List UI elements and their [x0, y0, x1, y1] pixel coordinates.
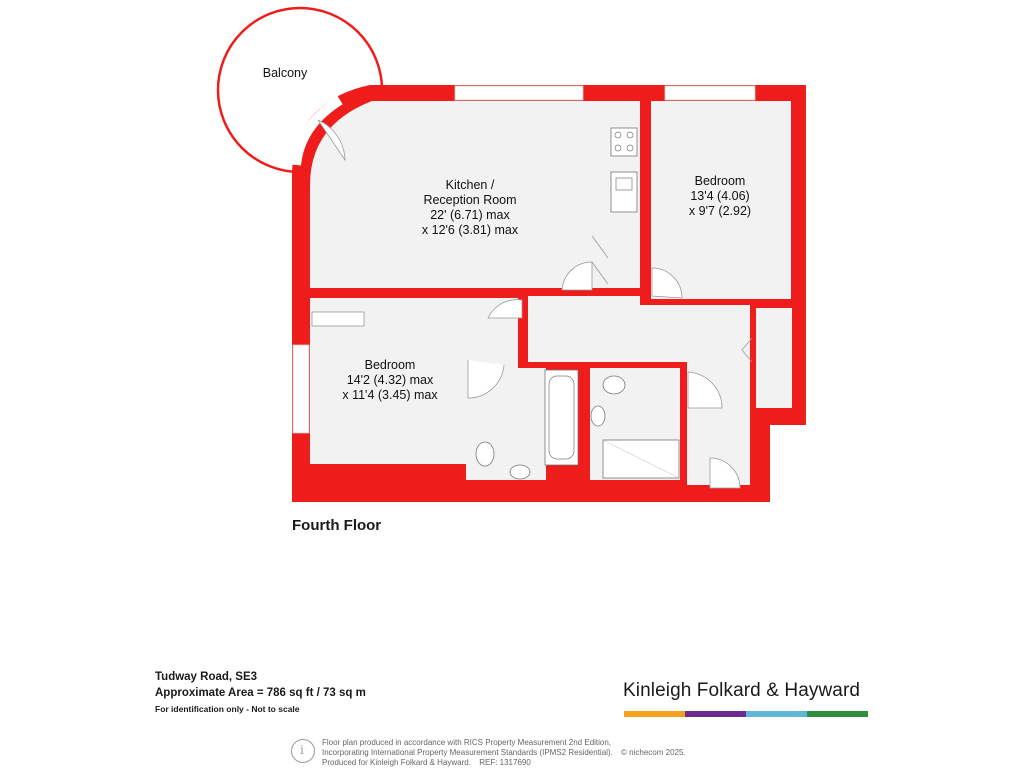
- brand-stripe: [624, 711, 868, 717]
- footer-line3: [322, 758, 531, 767]
- brand-logo-text: Kinleigh Folkard & Hayward: [623, 680, 861, 701]
- balcony-name: Balcony: [262, 66, 308, 80]
- footer-copyright: © nichecom 2025.: [621, 748, 686, 757]
- bedroom2-label: [320, 358, 460, 403]
- utility-cupboard-2: [598, 262, 638, 288]
- balcony-label: [240, 66, 330, 81]
- utility-cupboard: [598, 232, 638, 258]
- kitchen-label: [395, 178, 545, 238]
- kitchen-name-line2: Reception Room: [423, 193, 517, 207]
- stripe-green: [807, 711, 868, 717]
- cupboard-floor: [756, 308, 792, 408]
- kitchen-name-line1: Kitchen /: [445, 178, 495, 192]
- bath: [545, 370, 578, 465]
- basin-1: [510, 465, 530, 479]
- footer-line2-text: Incorporating International Property Measurement Standards (IPMS2 Residential).: [322, 748, 613, 757]
- toilet-2: [603, 376, 625, 394]
- kitchen-dim2: x 12'6 (3.81) max: [421, 223, 519, 237]
- kitchen-dim1: 22' (6.71) max: [430, 208, 510, 222]
- window-bedroom1: [665, 86, 755, 100]
- bedroom1-dim2: x 9'7 (2.92): [688, 204, 752, 218]
- property-address: Tudway Road, SE3: [155, 671, 258, 683]
- window-kitchen: [455, 86, 583, 100]
- footer-ref: REF: 1317690: [479, 758, 531, 767]
- toilet-1: [476, 442, 494, 466]
- property-note: For identification only - Not to scale: [155, 704, 300, 714]
- stripe-purple: [685, 711, 746, 717]
- info-icon: [291, 739, 315, 763]
- window-bedroom2: [293, 345, 309, 433]
- footer-line3-text: Produced for Kinleigh Folkard & Hayward.: [322, 758, 471, 767]
- bedroom1-name: Bedroom: [694, 174, 746, 188]
- property-area: Approximate Area = 786 sq ft / 73 sq m: [155, 687, 366, 699]
- bedroom1-dim1: 13'4 (4.06): [690, 189, 750, 203]
- footer-line2: [322, 748, 686, 757]
- floor-title: Fourth Floor: [292, 517, 382, 534]
- hob: [611, 128, 637, 156]
- footer-line1: Floor plan produced in accordance with RICS Property Measurement 2nd Edition,: [322, 738, 612, 747]
- stripe-orange: [624, 711, 685, 717]
- bedroom2-dim1: 14'2 (4.32) max: [346, 373, 434, 387]
- wardrobe: [312, 312, 364, 326]
- basin-2: [591, 406, 605, 426]
- bedroom2-name: Bedroom: [364, 358, 416, 372]
- bedroom2-dim2: x 11'4 (3.45) max: [342, 388, 438, 402]
- stripe-blue: [746, 711, 807, 717]
- bedroom1-label: [670, 174, 770, 219]
